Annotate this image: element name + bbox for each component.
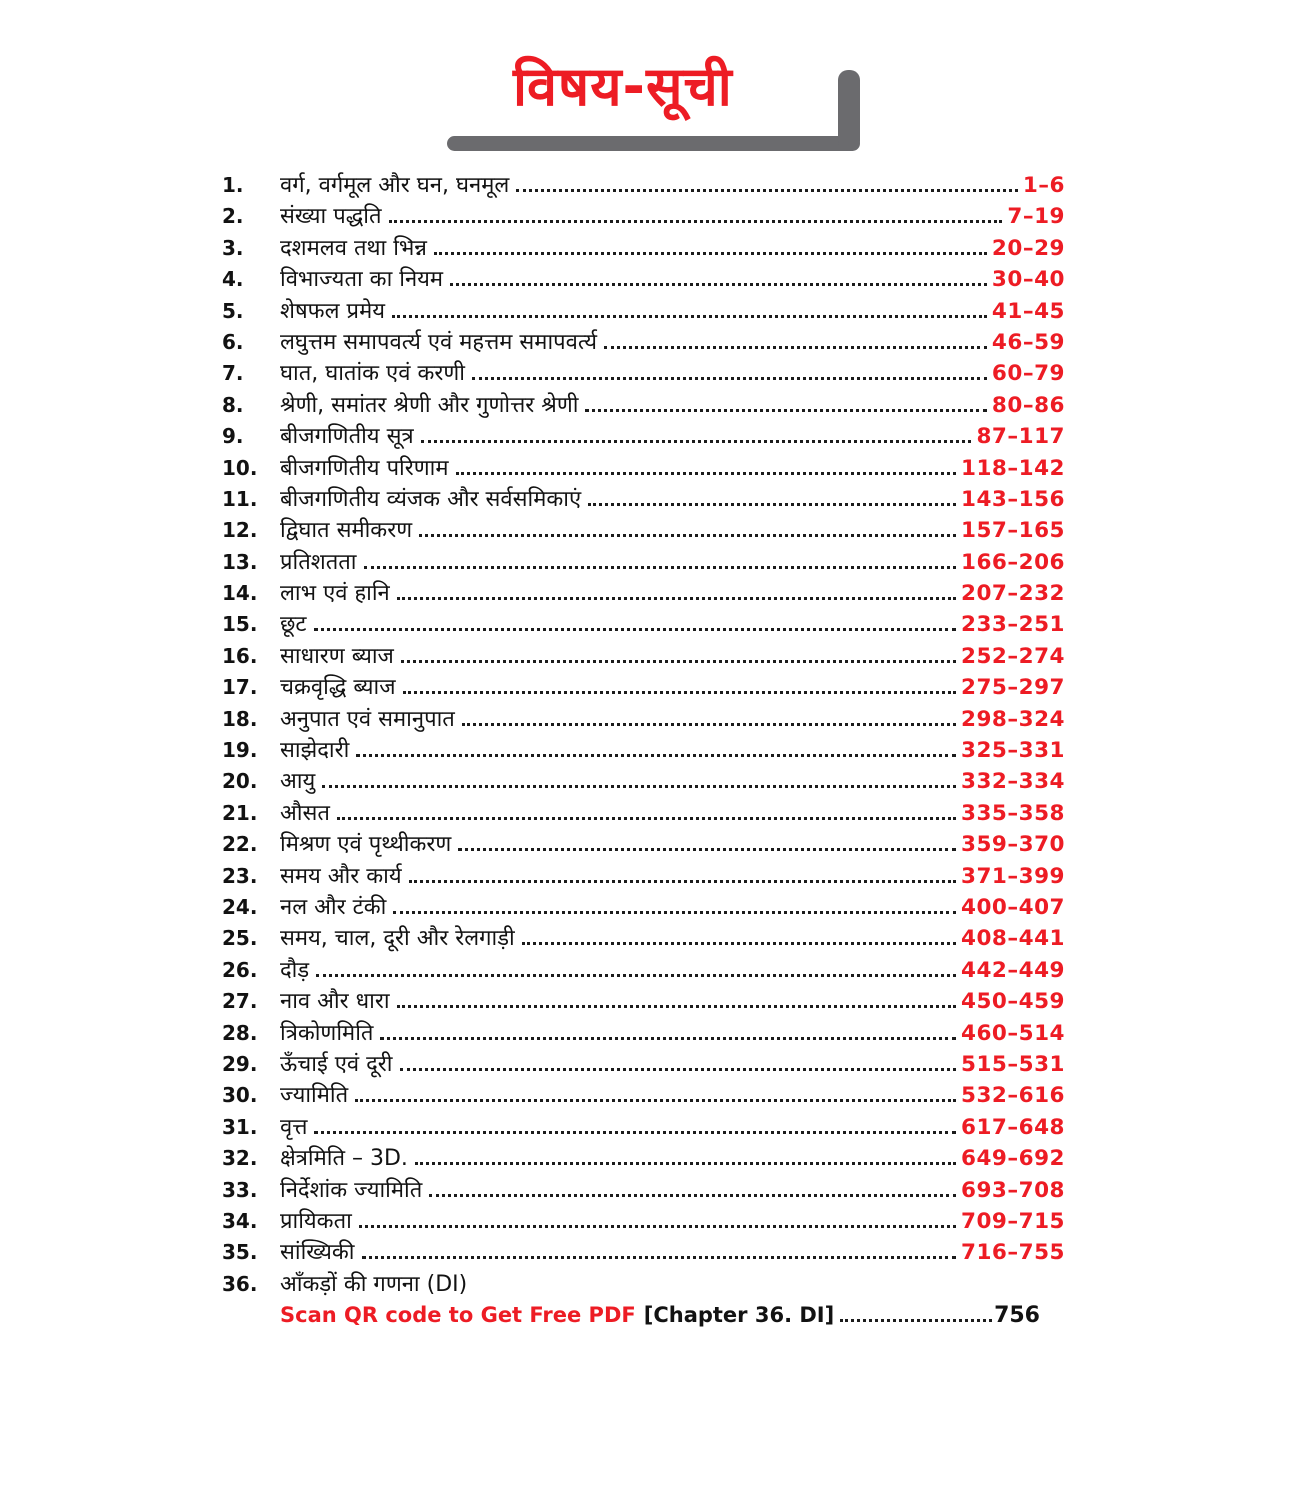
dot-leader	[419, 534, 956, 537]
toc-row	[222, 201, 1065, 232]
dot-leader	[359, 1225, 956, 1228]
qr-scan-note: Scan QR code to Get Free PDF	[280, 1303, 636, 1328]
toc-entry-title: समय, चाल, दूरी और रेलगाड़ी	[280, 926, 515, 952]
toc-row	[222, 735, 1065, 766]
toc-entry-number: 6.	[222, 329, 244, 354]
dot-leader	[450, 283, 987, 286]
toc-row	[222, 547, 1065, 578]
toc-row	[222, 861, 1065, 892]
toc-entry-title: चक्रवृद्धि ब्याज	[280, 675, 396, 701]
toc-entry-pages: 693–708	[960, 1177, 1065, 1203]
toc-entry-pages: 716–755	[960, 1240, 1065, 1266]
toc-row	[222, 1175, 1065, 1206]
toc-entry-title: आयु	[280, 769, 316, 795]
toc-entry-pages: 515–531	[960, 1051, 1065, 1077]
toc-entry-title: दशमलव तथा भिन्न	[280, 235, 427, 261]
toc-entry-pages: 233–251	[960, 612, 1065, 638]
toc-entry-title: बीजगणितीय व्यंजक और सर्वसमिकाएं	[280, 486, 582, 512]
toc-entry-title: द्विघात समीकरण	[280, 518, 413, 544]
toc-entry-number: 1.	[222, 173, 244, 197]
toc-row	[222, 1237, 1065, 1268]
toc-row	[222, 986, 1065, 1017]
dot-leader	[409, 880, 956, 883]
toc-row	[222, 1018, 1065, 1049]
toc-entry-title: शेषफल प्रमेय	[280, 298, 385, 324]
toc-row	[222, 672, 1065, 703]
toc-row	[222, 296, 1065, 327]
toc-row	[222, 923, 1065, 954]
toc-entry-title: छूट	[280, 612, 307, 638]
toc-entry-pages: 298–324	[960, 706, 1065, 732]
toc-row	[222, 390, 1065, 421]
toc-entry-number: 23.	[222, 863, 258, 888]
toc-entry-pages: 359–370	[960, 832, 1065, 858]
toc-entry-title: श्रेणी, समांतर श्रेणी और गुणोत्तर श्रेणी	[280, 392, 579, 418]
dot-leader	[522, 942, 956, 945]
toc-entry-number: 26.	[222, 957, 258, 982]
toc-entry-title: नाव और धारा	[280, 989, 390, 1015]
toc-entry-number: 12.	[222, 518, 258, 543]
toc-entry-title: लाभ एवं हानि	[280, 581, 390, 607]
toc-entry-title: लघुत्तम समापवर्त्य एवं महत्तम समापवर्त्य	[280, 329, 598, 355]
toc-entry-number: 29.	[222, 1051, 258, 1076]
dot-leader	[588, 503, 956, 506]
dot-leader	[314, 628, 956, 631]
title-underline-bar	[447, 136, 860, 151]
toc-entry-pages: 46–59	[991, 329, 1065, 355]
toc-row	[222, 578, 1065, 609]
toc-row	[222, 641, 1065, 672]
dot-leader	[840, 1319, 992, 1322]
toc-entry-title: वर्ग, वर्गमूल और घन, घनमूल	[280, 173, 510, 198]
toc-entry-pages: 617–648	[960, 1114, 1065, 1140]
toc-entry-number: 21.	[222, 800, 258, 825]
toc-entry-pages: 275–297	[960, 675, 1065, 701]
toc-entry-pages: 41–45	[991, 298, 1065, 324]
toc-row	[222, 453, 1065, 484]
dot-leader	[462, 723, 956, 726]
toc-entry-number: 30.	[222, 1083, 258, 1108]
toc-entry-number: 34.	[222, 1208, 258, 1233]
toc-entry-number: 16.	[222, 643, 258, 668]
toc-row	[222, 955, 1065, 986]
dot-leader	[604, 346, 987, 349]
dot-leader	[585, 409, 986, 412]
toc-entry-number: 2.	[222, 204, 244, 229]
dot-leader	[392, 315, 987, 318]
toc-entry-pages: 20–29	[991, 235, 1065, 261]
toc-row	[222, 798, 1065, 829]
toc-entry-title: ज्यामिति	[280, 1083, 349, 1109]
toc-entry-title: प्रतिशतता	[280, 549, 357, 575]
toc-entry-title: मिश्रण एवं पृथ्थीकरण	[280, 832, 452, 858]
dot-leader	[458, 848, 956, 851]
toc-row	[222, 829, 1065, 860]
toc-row	[222, 327, 1065, 358]
toc-entry-title: साधारण ब्याज	[280, 643, 394, 669]
toc-entry-pages: 80–86	[991, 392, 1065, 418]
dot-leader	[316, 974, 956, 977]
toc-entry-number: 36.	[222, 1271, 258, 1296]
toc-entry-number: 20.	[222, 769, 258, 794]
toc-entry-pages: 442–449	[960, 957, 1065, 983]
chapter-ref: [Chapter 36. DI]	[643, 1303, 835, 1328]
toc-entry-number: 24.	[222, 894, 258, 919]
title-block	[447, 56, 860, 151]
toc-entry-number: 5.	[222, 298, 244, 323]
dot-leader	[389, 220, 1003, 223]
toc-row	[222, 484, 1065, 515]
toc-entry-number: 14.	[222, 581, 258, 606]
toc-row	[222, 1143, 1065, 1174]
toc-entry-number: 13.	[222, 549, 258, 574]
footer-page-number: 756	[994, 1303, 1040, 1329]
toc-entry-number: 31.	[222, 1114, 258, 1139]
toc-entry-title: क्षेत्रमिति – 3D.	[280, 1146, 408, 1172]
dot-leader	[337, 817, 956, 820]
toc-entry-pages: 1–6	[1022, 173, 1065, 198]
toc-entry-number: 10.	[222, 455, 258, 480]
toc-row	[222, 1049, 1065, 1080]
toc-row	[222, 421, 1065, 452]
toc-entry-pages: 207–232	[960, 581, 1065, 607]
toc-entry-number: 9.	[222, 424, 244, 449]
dot-leader	[362, 1256, 956, 1259]
toc-entry-number: 11.	[222, 486, 258, 511]
toc-entry-pages: 157–165	[960, 518, 1065, 544]
toc-entry-pages: 649–692	[960, 1146, 1065, 1172]
toc-entry-pages: 460–514	[960, 1020, 1065, 1046]
toc-entry-pages: 30–40	[991, 267, 1065, 293]
toc-entry-number: 3.	[222, 235, 244, 260]
toc-row	[222, 609, 1065, 640]
toc-entry-title: आँकड़ों की गणना (DI)	[280, 1271, 468, 1297]
toc-entry-number: 32.	[222, 1146, 258, 1171]
toc-entry-number: 17.	[222, 675, 258, 700]
toc-entry-pages: 325–331	[960, 738, 1065, 764]
toc-row	[222, 233, 1065, 264]
dot-leader	[364, 566, 956, 569]
qr-footer-row	[280, 1300, 1040, 1331]
toc-entry-title: बीजगणितीय परिणाम	[280, 455, 449, 481]
toc-entry-title: वृत्त	[280, 1114, 308, 1140]
toc-entry-number: 27.	[222, 989, 258, 1014]
toc-entry-pages: 7–19	[1007, 204, 1065, 230]
toc-entry-pages: 60–79	[991, 361, 1065, 387]
dot-leader	[456, 472, 956, 475]
toc-row	[222, 892, 1065, 923]
toc-entry-title: नल और टंकी	[280, 894, 387, 920]
toc-entry-title: औसत	[280, 800, 330, 826]
toc-row	[222, 1080, 1065, 1111]
toc-entry-number: 25.	[222, 926, 258, 951]
toc-row	[222, 1206, 1065, 1237]
toc-entry-title: अनुपात एवं समानुपात	[280, 706, 455, 732]
toc-entry-title: साझेदारी	[280, 738, 350, 764]
dot-leader	[400, 1068, 956, 1071]
toc-entry-number: 22.	[222, 832, 258, 857]
toc-entry-title: समय और कार्य	[280, 863, 402, 889]
toc-row	[222, 264, 1065, 295]
toc-entry-title: सांख्यिकी	[280, 1240, 355, 1266]
dot-leader	[314, 1131, 956, 1134]
toc-entry-number: 8.	[222, 392, 244, 417]
toc-entry-title: त्रिकोणमिति	[280, 1020, 374, 1046]
dot-leader	[355, 1099, 956, 1102]
toc-list	[0, 170, 1295, 1331]
toc-entry-pages: 532–616	[960, 1083, 1065, 1109]
dot-leader	[403, 691, 956, 694]
dot-leader	[380, 1037, 956, 1040]
dot-leader	[516, 189, 1018, 192]
toc-entry-number: 15.	[222, 612, 258, 637]
toc-row	[222, 766, 1065, 797]
toc-entry-number: 28.	[222, 1020, 258, 1045]
toc-entry-pages: 87–117	[976, 424, 1065, 450]
dot-leader	[397, 597, 956, 600]
toc-entry-number: 18.	[222, 706, 258, 731]
toc-entry-number: 33.	[222, 1177, 258, 1202]
toc-row	[222, 170, 1065, 201]
toc-row	[222, 1269, 1065, 1300]
toc-row	[222, 358, 1065, 389]
toc-entry-pages: 408–441	[960, 926, 1065, 952]
toc-entry-pages: 332–334	[960, 769, 1065, 795]
toc-entry-number: 4.	[222, 267, 244, 292]
toc-entry-number: 35.	[222, 1240, 258, 1265]
toc-row	[222, 704, 1065, 735]
toc-entry-pages: 709–715	[960, 1208, 1065, 1234]
toc-entry-pages: 118–142	[960, 455, 1065, 481]
toc-entry-title: संख्या पद्धति	[280, 204, 382, 230]
dot-leader	[393, 911, 956, 914]
toc-entry-number: 19.	[222, 738, 258, 763]
dot-leader	[415, 1162, 956, 1165]
toc-entry-pages: 166–206	[960, 549, 1065, 575]
toc-entry-pages: 335–358	[960, 800, 1065, 826]
dot-leader	[401, 660, 956, 663]
toc-entry-title: प्रायिकता	[280, 1208, 352, 1234]
dot-leader	[429, 1194, 956, 1197]
toc-row	[222, 1112, 1065, 1143]
dot-leader	[397, 1005, 956, 1008]
toc-entry-pages: 252–274	[960, 643, 1065, 669]
page-title: विषय-सूची	[513, 55, 733, 118]
toc-entry-pages: 450–459	[960, 989, 1065, 1015]
toc-entry-pages: 143–156	[960, 486, 1065, 512]
toc-entry-title: निर्देशांक ज्यामिति	[280, 1177, 423, 1203]
dot-leader	[356, 754, 956, 757]
title-bracket-bar	[838, 70, 860, 151]
toc-entry-title: विभाज्यता का नियम	[280, 267, 444, 293]
dot-leader	[434, 252, 987, 255]
toc-entry-pages: 400–407	[960, 894, 1065, 920]
dot-leader	[472, 377, 987, 380]
toc-entry-pages: 371–399	[960, 863, 1065, 889]
dot-leader	[421, 440, 972, 443]
toc-row	[222, 515, 1065, 546]
toc-entry-number: 7.	[222, 361, 244, 386]
toc-entry-title: बीजगणितीय सूत्र	[280, 424, 414, 450]
toc-entry-title: दौड़	[280, 957, 310, 983]
toc-entry-title: ऊँचाई एवं दूरी	[280, 1051, 393, 1077]
dot-leader	[322, 785, 956, 788]
toc-entry-title: घात, घातांक एवं करणी	[280, 361, 465, 387]
